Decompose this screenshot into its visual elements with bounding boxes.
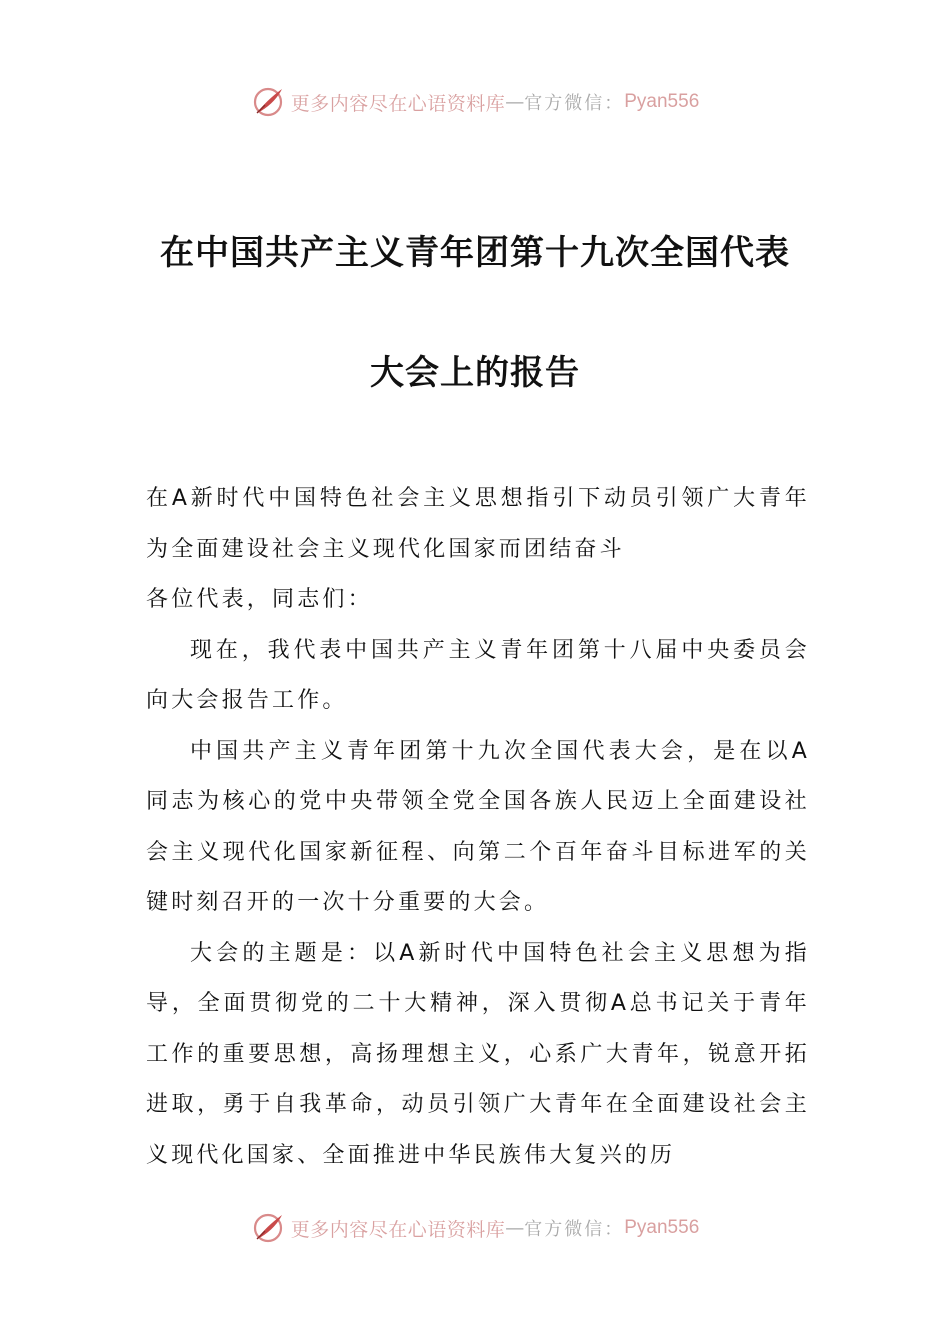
document-title-line-1: 在中国共产主义青年团第十九次全国代表 xyxy=(160,233,790,273)
watermark-text: 更多内容尽在心语资料库 xyxy=(290,92,506,115)
quill-in-circle-icon xyxy=(251,85,285,119)
header-watermark xyxy=(0,80,950,124)
document-body xyxy=(146,474,810,1181)
subtitle-paragraph: 在A新时代中国特色社会主义思想指引下动员引领广大青年为全面建设社会主义现代化国家而团结奋斗 xyxy=(146,486,810,562)
salutation-paragraph: 各位代表，同志们： xyxy=(146,587,373,612)
body-paragraph: 现在，我代表中国共产主义青年团第十八届中央委员会向大会报告工作。 xyxy=(146,637,810,713)
watermark-wechat-id: Pyan556 xyxy=(624,91,700,112)
watermark-separator: — xyxy=(505,91,525,113)
watermark-label: 官方微信： xyxy=(524,1219,625,1240)
watermark-text: 更多内容尽在心语资料库 xyxy=(290,1218,506,1241)
quill-in-circle-icon xyxy=(251,1211,285,1245)
body-paragraph: 中国共产主义青年团第十九次全国代表大会，是在以A同志为核心的党中央带领全党全国各族人民迈上全面建设社会主义现代化国家新征程、向第二个百年奋斗目标进军的关键时刻召开的一次十分重要的大会。 xyxy=(146,738,810,915)
body-paragraph: 大会的主题是：以A新时代中国特色社会主义思想为指导，全面贯彻党的二十大精神，深入贯彻A总书记关于青年工作的重要思想，高扬理想主义，心系广大青年，锐意开拓进取，勇于自我革命，动员引领广大青年在全面建设社会主义现代化国家、全面推进中华民族伟大复兴的历 xyxy=(146,940,810,1168)
footer-watermark xyxy=(0,1206,950,1250)
document-title-line-2: 大会上的报告 xyxy=(370,353,580,393)
watermark-wechat-id: Pyan556 xyxy=(624,1217,700,1238)
watermark-label: 官方微信： xyxy=(524,93,625,114)
watermark-separator: — xyxy=(505,1217,525,1239)
